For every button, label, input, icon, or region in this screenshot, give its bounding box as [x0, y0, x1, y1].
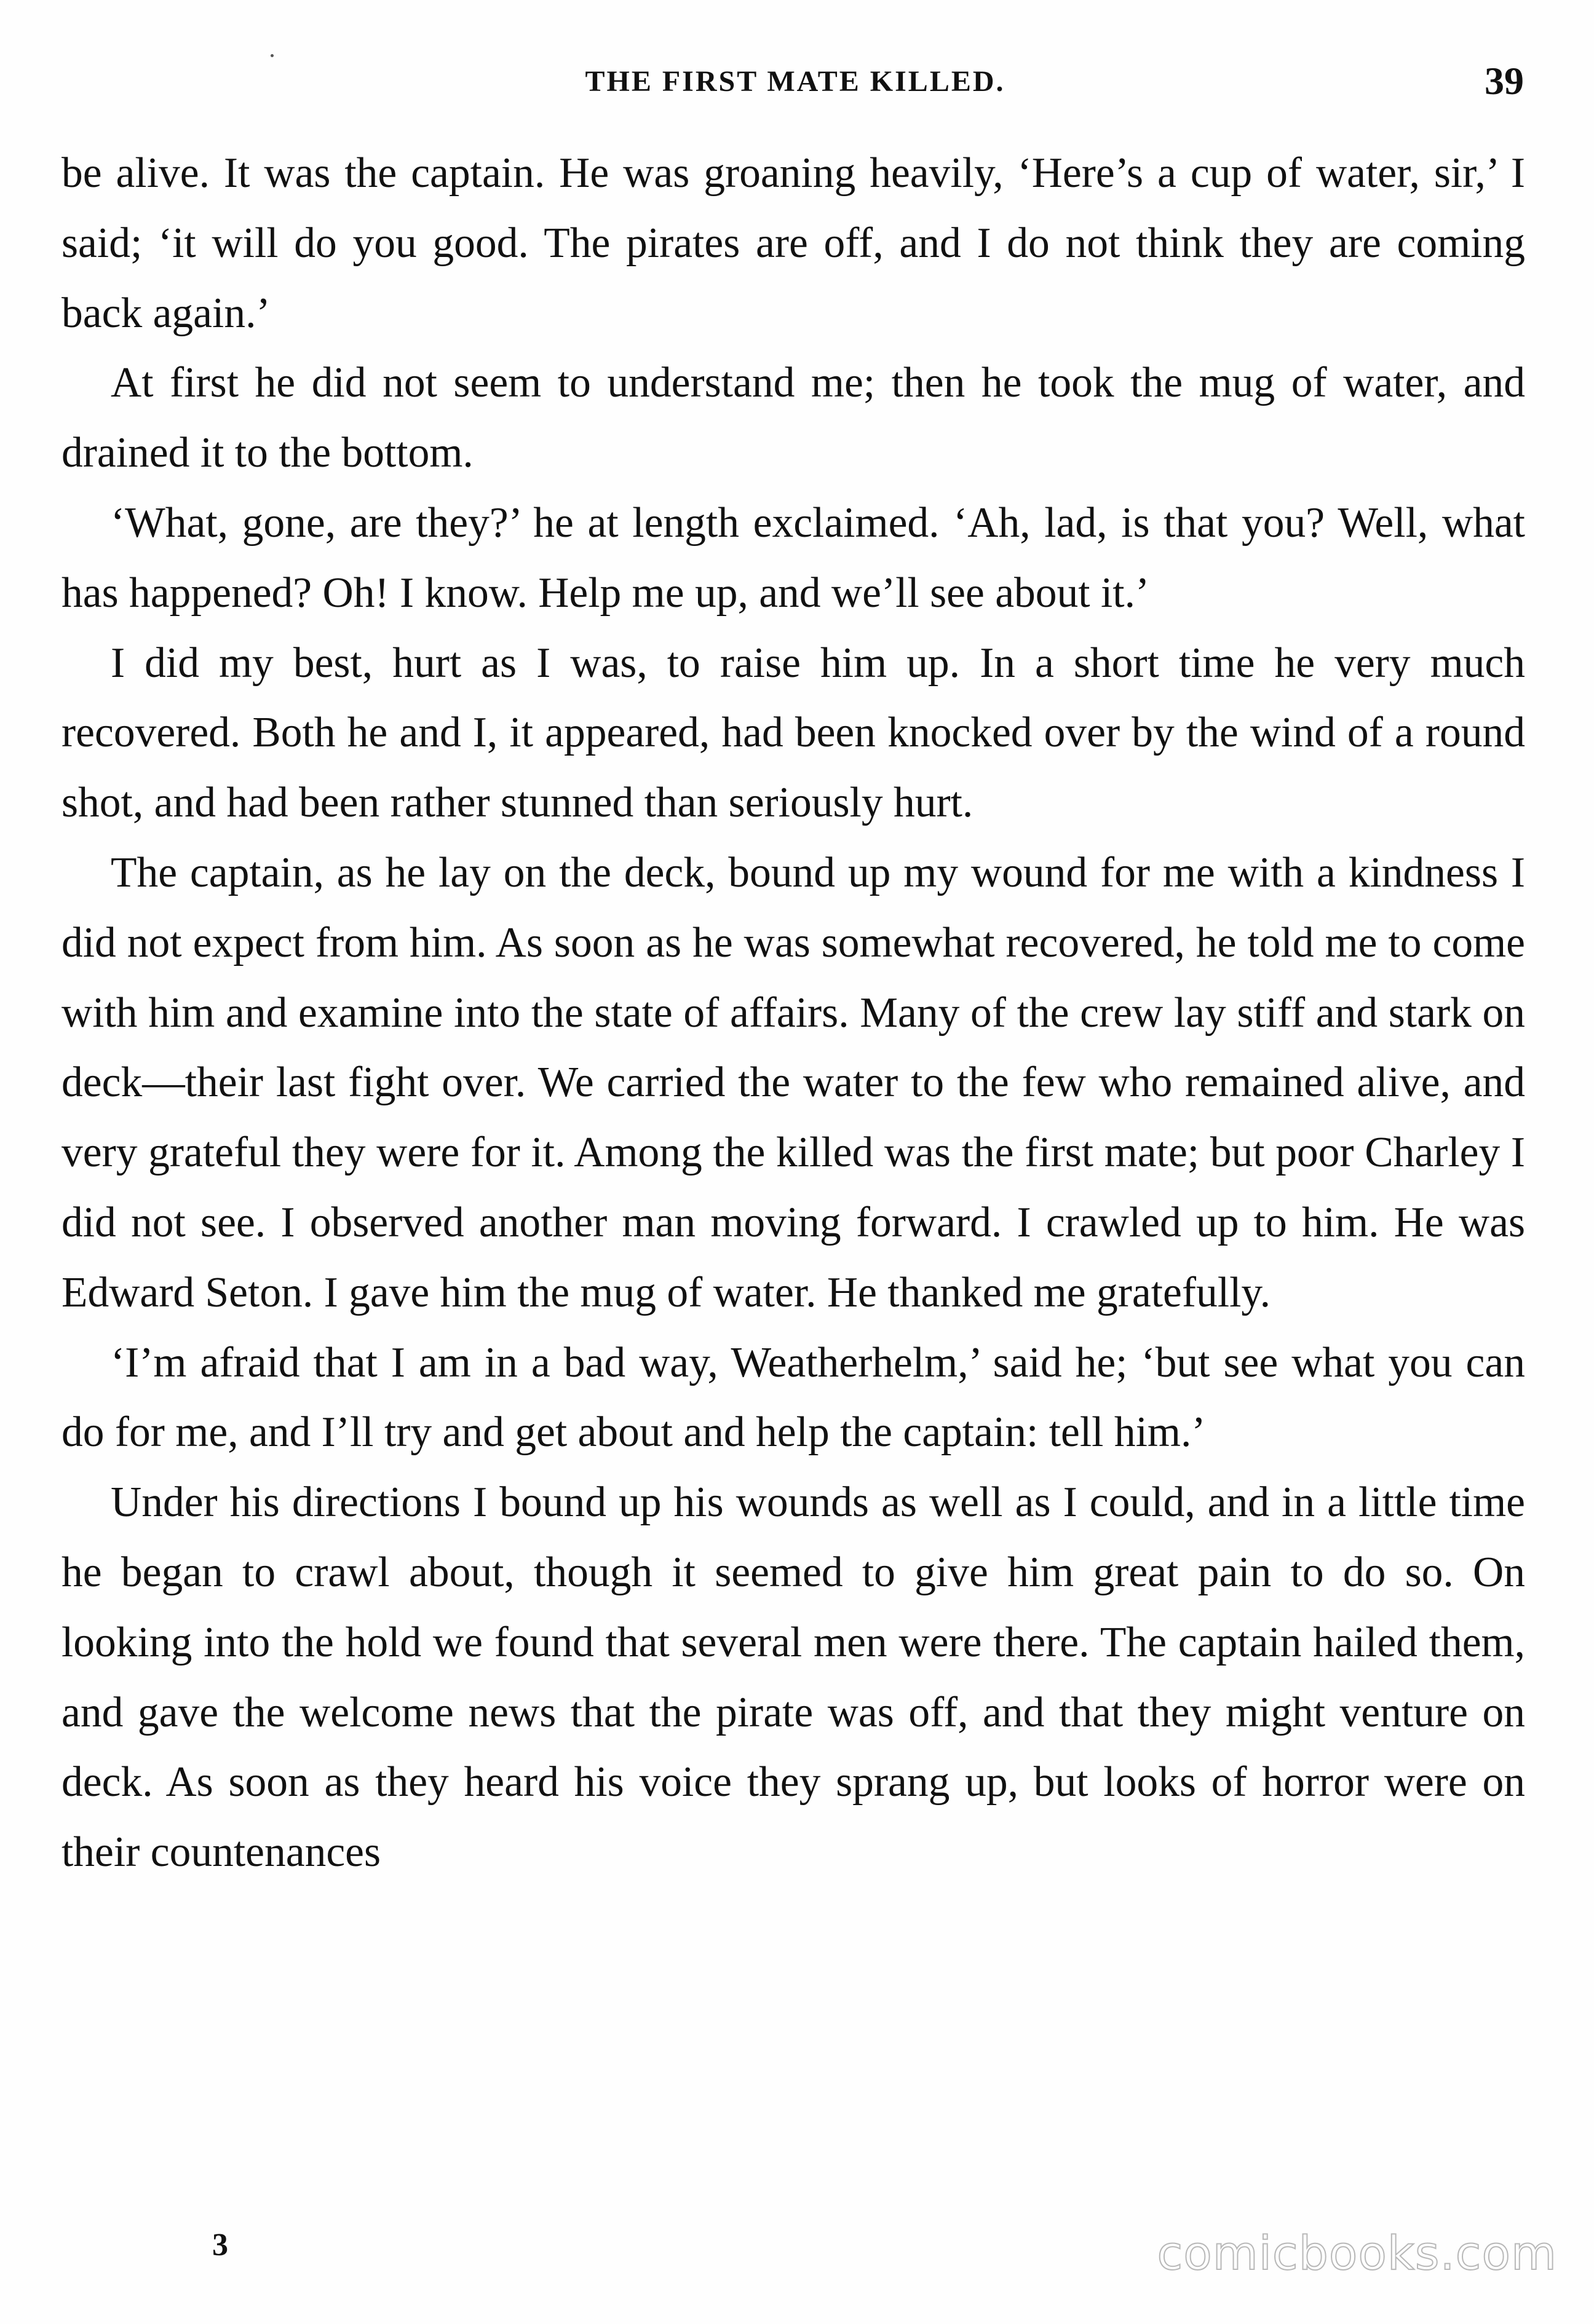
paragraph-3: ‘What, gone, are they?’ he at length exclaimed. ‘Ah, lad, is that you? Well, what has happened? Oh! I know. Help me up, and we’ll see about it.’ — [61, 499, 1525, 617]
print-speck — [271, 54, 274, 57]
paragraph-4: I did my best, hurt as I was, to raise him up. In a short time he very much recovered. Both he and I, it appeared, had been knocked over by the wind of a round shot, and had been rather stunned than seriously hurt. — [61, 639, 1525, 827]
running-head — [66, 58, 1524, 114]
page-number: 39 — [1485, 59, 1524, 103]
paragraph-6: ‘I’m afraid that I am in a bad way, Weatherhelm,’ said he; ‘but see what you can do for me, and I’ll try and get about and help the captain: tell him.’ — [61, 1338, 1525, 1456]
body-text — [61, 138, 1525, 1887]
paragraph-2: At first he did not seem to understand me; then he took the mug of water, and drained it to the bottom. — [61, 359, 1525, 477]
paragraph-5: The captain, as he lay on the deck, bound up my wound for me with a kindness I did not expect from him. As soon as he was somewhat recovered, he told me to come with him and examine into the state of affairs. Many of the crew lay stiff and stark on deck—their last fight over. We carried the water to the few who remained alive, and very grateful they were for it. Among the killed was the first mate; but poor Charley I did not see. I observed another man moving forward. I crawled up to him. He was Edward Seton. I gave him the mug of water. He thanked me gratefully. — [61, 848, 1525, 1316]
signature-mark: 3 — [212, 2227, 228, 2263]
running-title: THE FIRST MATE KILLED. — [585, 65, 1005, 98]
watermark: comicbooks.com — [1157, 2226, 1557, 2280]
paragraph-1: be alive. It was the captain. He was groaning heavily, ‘Here’s a cup of water, sir,’ I said; ‘it will do you good. The pirates are off, and I do not think they are coming back again.’ — [61, 149, 1525, 337]
paragraph-7: Under his directions I bound up his wounds as well as I could, and in a little time he began to crawl about, though it seemed to give him great pain to do so. On looking into the hold we found that several men were there. The captain hailed them, and gave the welcome news that the pirate was off, and that they might venture on deck. As soon as they heard his voice they sprang up, but looks of horror were on their countenances — [61, 1479, 1525, 1876]
